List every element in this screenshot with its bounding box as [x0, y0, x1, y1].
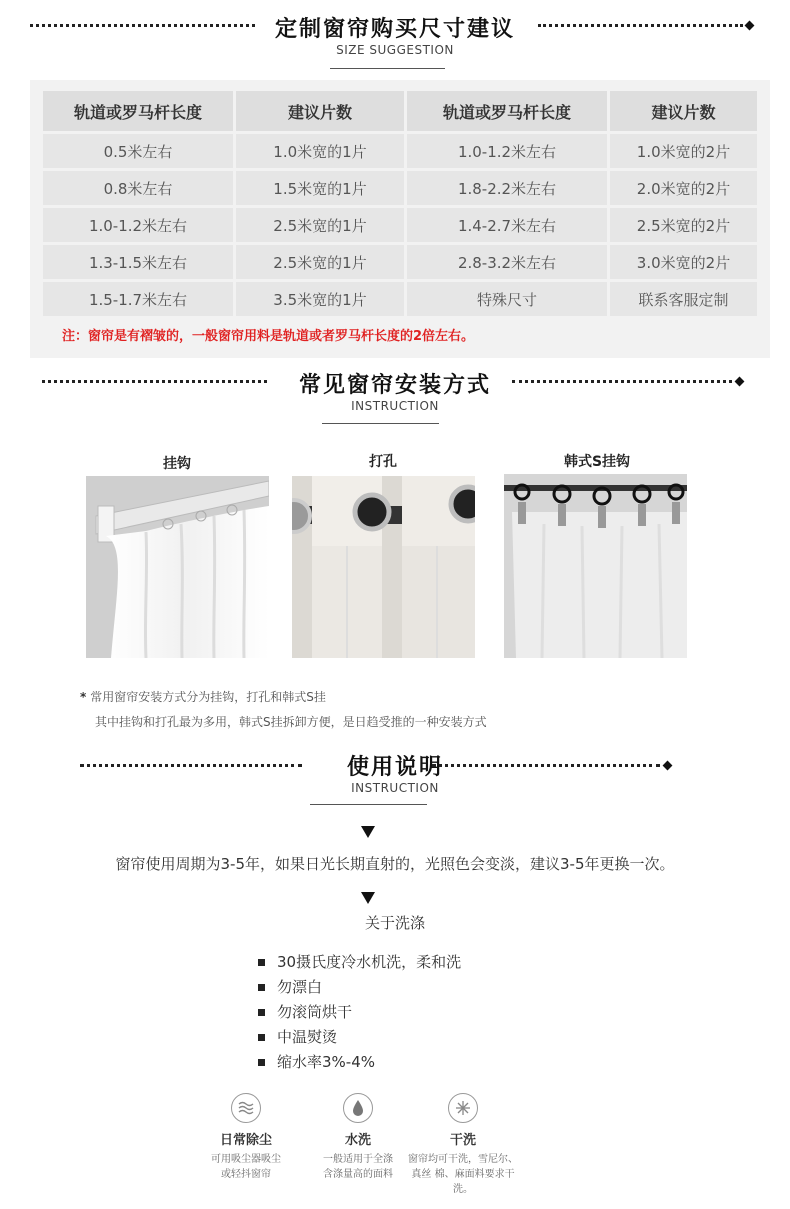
table-cell: 1.0-1.2米左右	[407, 134, 607, 168]
care-desc: 含涤量高的面料	[323, 1169, 393, 1180]
method-label-s-hook: 韩式S挂钩	[563, 454, 631, 470]
table-cell: 1.8-2.2米左右	[407, 171, 607, 205]
table-cell: 1.3-1.5米左右	[43, 245, 233, 279]
table-cell: 特殊尺寸	[407, 282, 607, 316]
size-note: 注：窗帘是有褶皱的，一般窗帘用料是轨道或者罗马杆长度的2倍左右。	[62, 329, 475, 344]
subtitle-underline	[322, 423, 439, 424]
table-row	[43, 171, 757, 205]
list-item	[258, 1050, 461, 1075]
square-bullet-icon	[258, 984, 265, 991]
table-row	[43, 282, 757, 316]
care-desc: 一般适用于全涤	[323, 1154, 393, 1165]
square-bullet-icon	[258, 959, 265, 966]
subtitle-underline	[330, 68, 445, 69]
install-tip-text1: 常用窗帘安装方式分为挂钩，打孔和韩式S挂	[90, 690, 326, 704]
table-header: 轨道或罗马杆长度	[43, 91, 233, 131]
size-section-header	[0, 6, 790, 76]
table-cell: 3.5米宽的1片	[236, 282, 404, 316]
dotted-divider-right	[538, 24, 743, 28]
asterisk-icon: *	[80, 690, 87, 704]
grommet-curtain-image	[292, 476, 475, 658]
table-cell: 0.8米左右	[43, 171, 233, 205]
dry-clean-icon	[448, 1093, 478, 1123]
size-table	[40, 88, 760, 319]
wash-item-text: 缩水率3%-4%	[277, 1053, 376, 1071]
wash-item-text: 30摄氏度冷水机洗，柔和洗	[277, 953, 462, 971]
care-title: 干洗	[449, 1133, 476, 1148]
wash-item-text: 中温熨烫	[277, 1028, 338, 1046]
water-drop-icon	[343, 1093, 373, 1123]
table-cell: 0.5米左右	[43, 134, 233, 168]
install-section-subtitle: INSTRUCTION	[351, 399, 439, 413]
table-cell: 1.5米宽的1片	[236, 171, 404, 205]
care-item-water	[298, 1093, 418, 1182]
size-table-panel	[30, 80, 770, 358]
table-cell: 1.0米宽的2片	[610, 134, 757, 168]
method-label-hook: 挂钩	[163, 456, 191, 472]
install-section-header	[0, 362, 790, 432]
care-item-dust	[186, 1093, 306, 1182]
down-triangle-icon	[361, 826, 375, 838]
usage-section-title: 使用说明	[346, 755, 443, 780]
size-section-subtitle: SIZE SUGGESTION	[336, 43, 454, 57]
install-tip-line2: 其中挂钩和打孔最为多用，韩式S挂拆卸方便，是日趋受推的一种安装方式	[95, 715, 487, 729]
square-bullet-icon	[258, 1059, 265, 1066]
table-cell: 1.5-1.7米左右	[43, 282, 233, 316]
s-hook-curtain-image	[504, 474, 687, 658]
table-header: 建议片数	[610, 91, 757, 131]
square-bullet-icon	[258, 1009, 265, 1016]
table-cell: 2.5米宽的1片	[236, 245, 404, 279]
list-item	[258, 950, 461, 975]
table-cell: 2.0米宽的2片	[610, 171, 757, 205]
list-item	[258, 1025, 461, 1050]
dotted-divider-right	[432, 764, 660, 768]
subtitle-underline	[310, 804, 427, 805]
table-row	[43, 208, 757, 242]
wash-list	[258, 950, 461, 1075]
care-desc: 或轻抖窗帘	[221, 1169, 271, 1180]
table-cell: 2.5米宽的2片	[610, 208, 757, 242]
table-header: 建议片数	[236, 91, 404, 131]
down-triangle-icon	[361, 892, 375, 904]
lifespan-text: 窗帘使用周期为3-5年，如果日光长期直射的，光照色会变淡，建议3-5年更换一次。	[115, 855, 675, 873]
wash-item-text: 勿漂白	[277, 978, 323, 996]
list-item	[258, 1000, 461, 1025]
install-tip-line1	[80, 688, 326, 705]
size-section-title: 定制窗帘购买尺寸建议	[274, 17, 515, 42]
care-desc: 窗帘均可干洗，雪尼尔、	[408, 1154, 518, 1165]
table-cell: 1.0-1.2米左右	[43, 208, 233, 242]
care-item-dry-clean	[403, 1093, 523, 1197]
table-header-row	[43, 91, 757, 131]
hook-curtain-image	[86, 476, 269, 658]
usage-section-header	[0, 746, 790, 816]
table-row	[43, 134, 757, 168]
wash-item-text: 勿滚筒烘干	[277, 1003, 353, 1021]
care-desc: 可用吸尘器吸尘	[211, 1154, 281, 1165]
table-header: 轨道或罗马杆长度	[407, 91, 607, 131]
table-cell: 3.0米宽的2片	[610, 245, 757, 279]
dust-icon	[231, 1093, 261, 1123]
square-bullet-icon	[258, 1034, 265, 1041]
table-row	[43, 245, 757, 279]
care-title: 日常除尘	[219, 1133, 272, 1148]
table-cell: 2.8-3.2米左右	[407, 245, 607, 279]
install-section-title: 常见窗帘安装方式	[298, 373, 491, 398]
table-cell: 1.0米宽的1片	[236, 134, 404, 168]
method-label-grommet: 打孔	[369, 454, 397, 470]
table-cell: 2.5米宽的1片	[236, 208, 404, 242]
wash-title: 关于洗涤	[364, 914, 425, 932]
table-cell: 联系客服定制	[610, 282, 757, 316]
list-item	[258, 975, 461, 1000]
dotted-divider-right	[512, 380, 732, 384]
care-title: 水洗	[344, 1133, 371, 1148]
usage-section-subtitle: INSTRUCTION	[351, 781, 439, 795]
care-desc: 真丝 棉、麻面料要求干洗。	[411, 1169, 515, 1195]
table-cell: 1.4-2.7米左右	[407, 208, 607, 242]
